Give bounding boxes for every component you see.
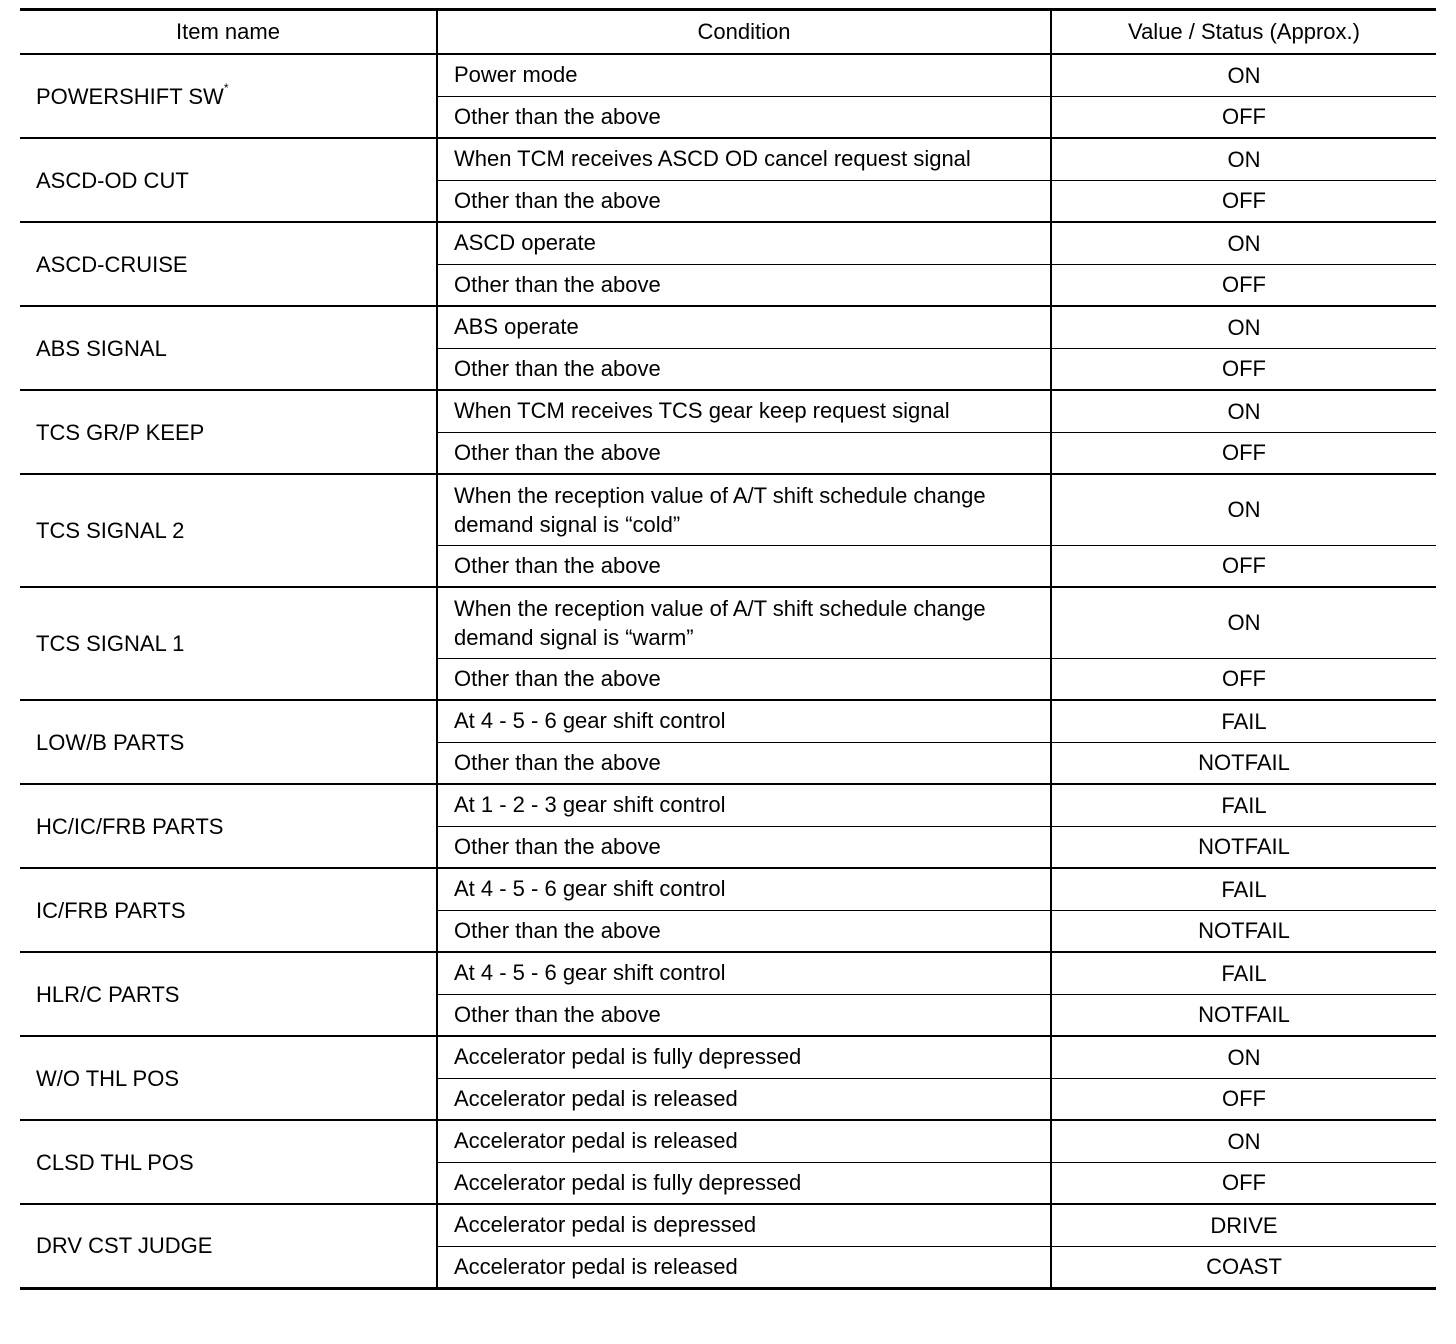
value-status-cell: FAIL xyxy=(1051,784,1436,826)
value-status-cell: ON xyxy=(1051,1036,1436,1078)
item-name: TCS GR/P KEEP xyxy=(36,419,205,445)
item-name: ASCD-OD CUT xyxy=(36,167,189,193)
condition-cell: Other than the above xyxy=(437,545,1051,587)
item-name-cell xyxy=(20,952,437,1036)
value-status-cell: OFF xyxy=(1051,96,1436,138)
condition-cell: When the reception value of A/T shift schedule change demand signal is “warm” xyxy=(437,587,1051,658)
condition-cell: Other than the above xyxy=(437,910,1051,952)
table-row xyxy=(20,390,1436,432)
table-row xyxy=(20,952,1436,994)
table-row xyxy=(20,54,1436,96)
item-name-cell xyxy=(20,1120,437,1204)
value-status-cell: OFF xyxy=(1051,180,1436,222)
condition-cell: At 4 - 5 - 6 gear shift control xyxy=(437,868,1051,910)
item-name: W/O THL POS xyxy=(36,1065,180,1091)
header-row xyxy=(20,10,1436,55)
value-status-cell: ON xyxy=(1051,222,1436,264)
value-status-cell: ON xyxy=(1051,587,1436,658)
item-name-cell xyxy=(20,306,437,390)
condition-cell: Accelerator pedal is depressed xyxy=(437,1204,1051,1246)
value-status-cell: ON xyxy=(1051,138,1436,180)
item-name: DRV CST JUDGE xyxy=(36,1233,213,1259)
data-monitor-table xyxy=(20,8,1436,1290)
item-name: ABS SIGNAL xyxy=(36,335,167,361)
table-row xyxy=(20,868,1436,910)
value-status-cell: OFF xyxy=(1051,348,1436,390)
condition-cell: When TCM receives TCS gear keep request signal xyxy=(437,390,1051,432)
condition-cell: At 4 - 5 - 6 gear shift control xyxy=(437,952,1051,994)
item-name-cell xyxy=(20,1204,437,1288)
value-status-cell: FAIL xyxy=(1051,868,1436,910)
value-status-cell: OFF xyxy=(1051,1078,1436,1120)
value-status-cell: DRIVE xyxy=(1051,1204,1436,1246)
header-value-status: Value / Status (Approx.) xyxy=(1051,10,1436,55)
value-status-cell: NOTFAIL xyxy=(1051,826,1436,868)
table-row xyxy=(20,587,1436,658)
condition-cell: Other than the above xyxy=(437,658,1051,700)
condition-cell: When TCM receives ASCD OD cancel request signal xyxy=(437,138,1051,180)
condition-cell: Accelerator pedal is released xyxy=(437,1120,1051,1162)
table-row xyxy=(20,1120,1436,1162)
item-name: TCS SIGNAL 2 xyxy=(36,518,185,543)
value-status-cell: ON xyxy=(1051,306,1436,348)
item-name: CLSD THL POS xyxy=(36,1149,194,1175)
item-name-cell xyxy=(20,784,437,868)
condition-cell: Other than the above xyxy=(437,180,1051,222)
condition-cell: ASCD operate xyxy=(437,222,1051,264)
condition-cell: ABS operate xyxy=(437,306,1051,348)
value-status-cell: ON xyxy=(1051,1120,1436,1162)
item-name-cell xyxy=(20,868,437,952)
item-name: POWERSHIFT SW xyxy=(36,83,224,109)
footnote-marker: * xyxy=(223,80,229,95)
condition-cell: Other than the above xyxy=(437,264,1051,306)
header-item-name: Item name xyxy=(20,10,437,55)
condition-cell: Other than the above xyxy=(437,742,1051,784)
value-status-cell: NOTFAIL xyxy=(1051,994,1436,1036)
condition-cell: When the reception value of A/T shift schedule change demand signal is “cold” xyxy=(437,474,1051,545)
condition-cell: Accelerator pedal is fully depressed xyxy=(437,1162,1051,1204)
item-name: IC/FRB PARTS xyxy=(36,897,186,923)
item-name-cell xyxy=(20,390,437,474)
item-name: TCS SIGNAL 1 xyxy=(36,631,185,656)
condition-cell: Other than the above xyxy=(437,348,1051,390)
condition-cell: Other than the above xyxy=(437,994,1051,1036)
value-status-cell: OFF xyxy=(1051,545,1436,587)
item-name: HLR/C PARTS xyxy=(36,981,180,1007)
value-status-cell: OFF xyxy=(1051,658,1436,700)
condition-cell: Accelerator pedal is released xyxy=(437,1078,1051,1120)
value-status-cell: NOTFAIL xyxy=(1051,742,1436,784)
item-name-cell xyxy=(20,54,437,138)
value-status-cell: ON xyxy=(1051,390,1436,432)
condition-cell: At 4 - 5 - 6 gear shift control xyxy=(437,700,1051,742)
table-row xyxy=(20,784,1436,826)
item-name-cell xyxy=(20,474,437,587)
condition-cell: Other than the above xyxy=(437,826,1051,868)
value-status-cell: OFF xyxy=(1051,432,1436,474)
table-row xyxy=(20,222,1436,264)
table-row xyxy=(20,138,1436,180)
item-name-cell xyxy=(20,222,437,306)
item-name-cell xyxy=(20,700,437,784)
table-row xyxy=(20,474,1436,545)
item-name: HC/IC/FRB PARTS xyxy=(36,813,224,839)
item-name: ASCD-CRUISE xyxy=(36,251,188,277)
value-status-cell: OFF xyxy=(1051,264,1436,306)
table-row xyxy=(20,1036,1436,1078)
value-status-cell: FAIL xyxy=(1051,952,1436,994)
table-row xyxy=(20,306,1436,348)
value-status-cell: ON xyxy=(1051,474,1436,545)
condition-cell: Accelerator pedal is fully depressed xyxy=(437,1036,1051,1078)
table-row xyxy=(20,1204,1436,1246)
condition-cell: Other than the above xyxy=(437,96,1051,138)
header-condition: Condition xyxy=(437,10,1051,55)
value-status-cell: FAIL xyxy=(1051,700,1436,742)
condition-cell: Other than the above xyxy=(437,432,1051,474)
item-name: LOW/B PARTS xyxy=(36,729,185,755)
item-name-cell xyxy=(20,138,437,222)
item-name-cell xyxy=(20,1036,437,1120)
item-name-cell xyxy=(20,587,437,700)
table-row xyxy=(20,700,1436,742)
value-status-cell: OFF xyxy=(1051,1162,1436,1204)
value-status-cell: NOTFAIL xyxy=(1051,910,1436,952)
condition-cell: Accelerator pedal is released xyxy=(437,1246,1051,1288)
condition-cell: At 1 - 2 - 3 gear shift control xyxy=(437,784,1051,826)
value-status-cell: COAST xyxy=(1051,1246,1436,1288)
table-body xyxy=(20,54,1436,1288)
value-status-cell: ON xyxy=(1051,54,1436,96)
spec-sheet xyxy=(20,8,1436,1290)
condition-cell: Power mode xyxy=(437,54,1051,96)
